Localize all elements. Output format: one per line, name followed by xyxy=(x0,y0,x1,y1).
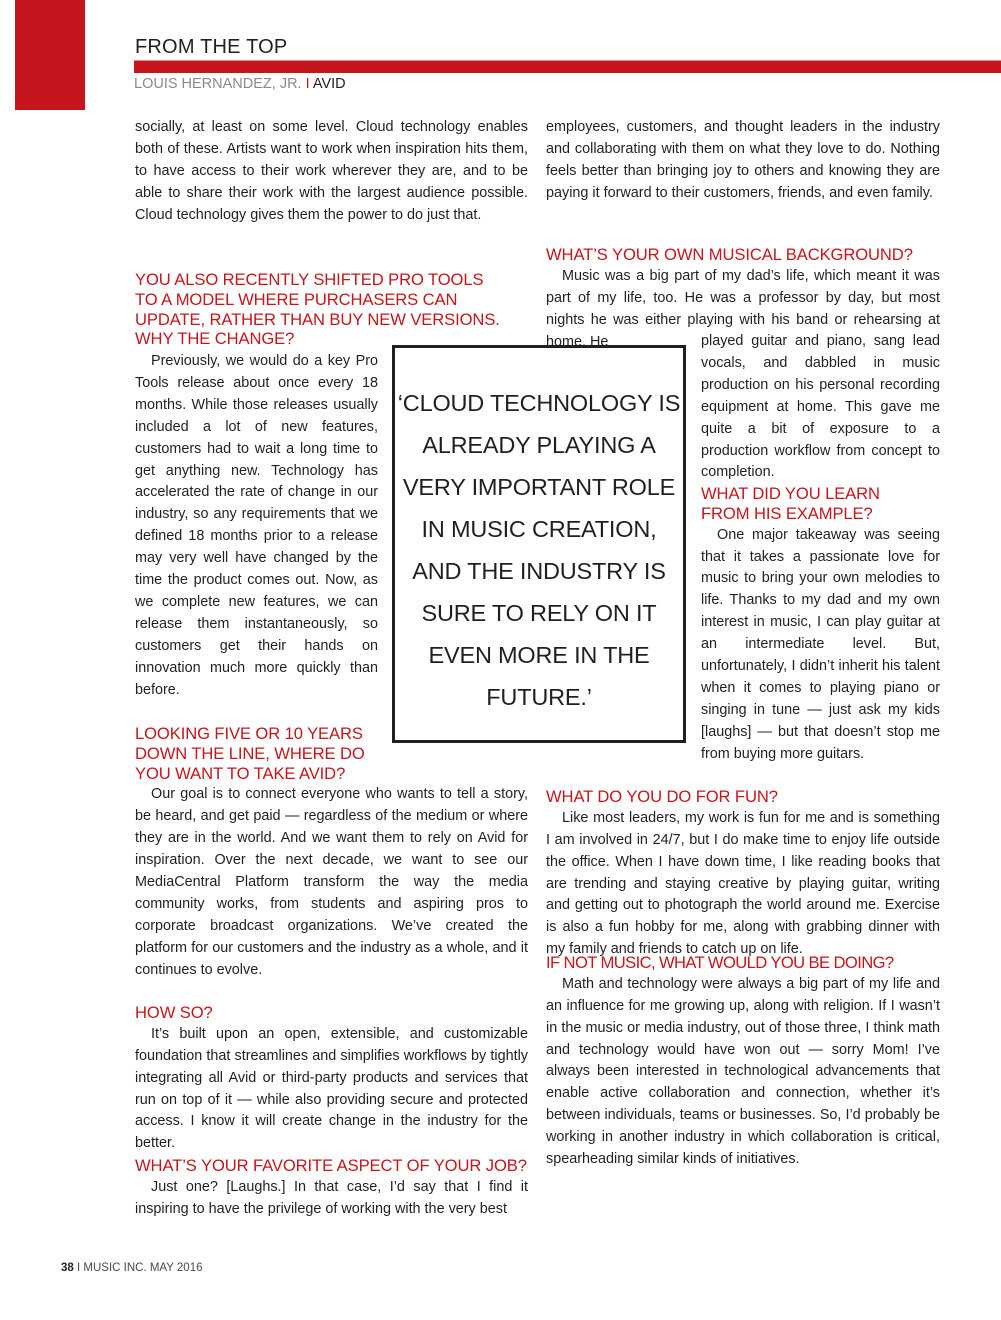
footer-separator: I xyxy=(77,1262,81,1274)
qa-pro-tools xyxy=(135,270,528,349)
header-rule xyxy=(134,60,1001,73)
byline-separator: I xyxy=(305,76,310,92)
page-footer xyxy=(61,1262,203,1274)
answer-paragraph: It’s built upon an open, extensible, and customizable foundation that streamlines and simplifies workflows by tightly integrating all Avid or third-party products and services that run on top of it — while also providing secure and protected access. I know it will create change in the industry for the better. xyxy=(135,1025,528,1152)
pull-quote-box xyxy=(392,345,686,743)
qa-pro-tools-answer xyxy=(135,351,378,702)
answer-paragraph: Our goal is to connect everyone who wants to tell a story, be heard, and get paid — regardless of the medium or where they are in the world. And we want them to rely on Avid for inspiration. Over the next decade, we want to see our MediaCentral Platform transform the way the media community works, from students and aspiring pros to corporate broadcast organizations. We’ve created the platform for our customers and the industry as a whole, and it continues to evolve. xyxy=(135,786,528,978)
question-heading: WHAT DID YOU LEARN FROM HIS EXAMPLE? xyxy=(701,484,880,523)
pull-quote-text: ‘CLOUD TECHNOLOGY IS ALREADY PLAYING A VERY IMPORTANT ROLE IN MUSIC CREATION, AND THE INDUSTRY IS SURE TO RELY ON IT EVEN MORE IN THE FUTURE.’ xyxy=(397,390,681,710)
answer-paragraph: Like most leaders, my work is fun for me and is something I am involved in 24/7, but I do make time to enjoy life outside the office. When I have down time, I like reading books that are trending and staying creative by playing guitar, writing and getting out to photograph the world around me. Exercise is also a fun hobby for me, along with grabbing dinner with my family and friends to catch up on life. xyxy=(546,809,940,958)
publication-info: MUSIC INC. MAY 2016 xyxy=(83,1262,203,1274)
intro-paragraph: employees, customers, and thought leaders in the industry and collaborating with them on what they love to do. Nothing feels better than bringing joy to others and knowing they are paying it forward to their customers, friends, and even family. xyxy=(546,119,940,201)
qa-if-not-music xyxy=(546,953,940,1171)
right-intro xyxy=(546,117,940,205)
question-heading: WHAT’S YOUR OWN MUSICAL BACKGROUND? xyxy=(546,245,913,264)
page-number: 38 xyxy=(61,1262,74,1274)
answer-paragraph: Math and technology were always a big part of my life and an influence for me growing up, along with religion. If I wasn’t in the music or media industry, out of those three, I think math and technology would have won out — sorry Mom! I’ve always been interested in technological advancements that enable active collaboration and connection, whether it’s between individuals, teams or businesses. So, I’d probably be working in another industry in which collaboration is critical, spearheading similar kinds of initiatives. xyxy=(546,975,940,1168)
question-heading: WHAT DO YOU DO FOR FUN? xyxy=(546,787,778,806)
answer-paragraph: One major takeaway was seeing that it takes a passionate love for music to bring your own melodies to life. Thanks to my dad and my own interest in music, I can play guitar at an intermediate level. But, unfortunately, I didn’t inherit his talent when it comes to playing piano or singing in tune — just ask my kids [laughs] — but that doesn’t stop me from buying more guitars. xyxy=(701,526,940,762)
qa-musical-background-cont xyxy=(701,331,940,484)
question-heading: IF NOT MUSIC, WHAT WOULD YOU BE DOING? xyxy=(546,953,894,972)
answer-paragraph: Music was a big part of my dad’s life, which meant it was part of my life, too. He was a professor by day, but most nights he was either playing with his band or rehearsing at home. He xyxy=(546,267,940,350)
section-title: FROM THE TOP xyxy=(135,36,288,58)
byline xyxy=(134,76,346,92)
qa-favorite-aspect xyxy=(135,1156,528,1221)
left-intro xyxy=(135,117,528,227)
qa-learn-example xyxy=(701,484,940,766)
question-heading: YOU ALSO RECENTLY SHIFTED PRO TOOLS TO A MODEL WHERE PURCHASERS CAN UPDATE, RATHER THAN BUY NEW VERSIONS. WHY THE CHANGE? xyxy=(135,270,500,349)
answer-paragraph: Previously, we would do a key Pro Tools release about once every 18 months. While those releases usually included a lot of new features, customers had to wait a long time to get anything new. Technology has accelerated the rate of change in our industry, so any requirements that we defined 18 months prior to a release may very well have changed by the time the product comes out. Now, as we complete new features, we can release them instantaneously, so customers get their hands on innovation much more quickly than before. xyxy=(135,353,378,698)
question-heading: LOOKING FIVE OR 10 YEARS DOWN THE LINE, WHERE DO YOU WANT TO TAKE AVID? xyxy=(135,724,365,783)
qa-five-years xyxy=(135,724,528,982)
answer-paragraph-continued: played guitar and piano, sang lead vocals, and dabbled in music production on his personal recording equipment at home. This gave me quite a bit of exposure to a production workflow from concept to completion. xyxy=(701,333,940,481)
question-heading: HOW SO? xyxy=(135,1003,213,1022)
byline-company: AVID xyxy=(312,76,346,92)
answer-paragraph: Just one? [Laughs.] In that case, I’d say that I find it inspiring to have the privilege of working with the very best xyxy=(135,1178,528,1217)
red-corner-block xyxy=(15,0,85,110)
qa-how-so xyxy=(135,1003,528,1155)
byline-name: LOUIS HERNANDEZ, JR. xyxy=(134,76,302,92)
question-heading: WHAT’S YOUR FAVORITE ASPECT OF YOUR JOB? xyxy=(135,1156,527,1175)
intro-paragraph: socially, at least on some level. Cloud technology enables both of these. Artists want to work when inspiration hits them, to have access to their work wherever they are, and to be able to share their work with the largest audience possible. Cloud technology gives them the power to do just that. xyxy=(135,119,528,223)
qa-fun xyxy=(546,787,940,961)
